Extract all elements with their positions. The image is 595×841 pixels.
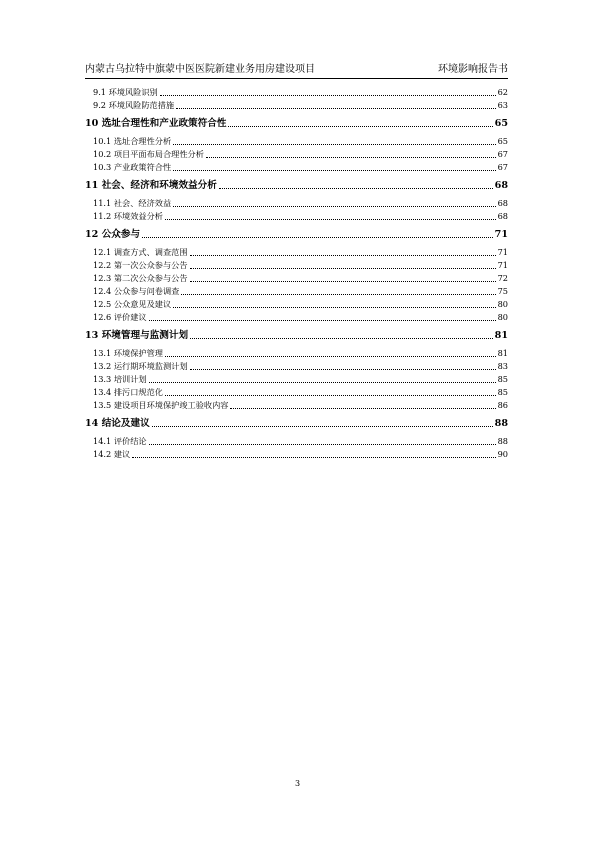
toc-entry-page-number: 90 xyxy=(497,449,508,459)
toc-entry-page-number: 85 xyxy=(497,387,508,397)
toc-entry-page-number: 88 xyxy=(497,436,508,446)
toc-entry-page-number: 68 xyxy=(494,180,508,191)
toc-entry-page-number: 71 xyxy=(497,247,508,257)
toc-dot-leader xyxy=(190,255,496,256)
toc-dot-leader xyxy=(165,356,496,357)
toc-dot-leader xyxy=(165,219,496,220)
toc-entry-page-number: 72 xyxy=(497,273,508,283)
toc-dot-leader xyxy=(176,108,495,109)
toc-dot-leader xyxy=(132,457,495,458)
toc-entry-page-number: 88 xyxy=(494,418,508,429)
toc-dot-leader xyxy=(152,426,493,427)
toc-dot-leader xyxy=(190,369,496,370)
header-project-title: 内蒙古乌拉特中旗蒙中医医院新建业务用房建设项目 xyxy=(85,64,315,75)
toc-section-entry[interactable] xyxy=(85,246,508,259)
toc-chapter-entry[interactable] xyxy=(85,329,508,342)
toc-dot-leader xyxy=(149,382,496,383)
toc-chapter-entry[interactable] xyxy=(85,179,508,192)
header-document-type: 环境影响报告书 xyxy=(438,64,508,75)
toc-dot-leader xyxy=(165,395,496,396)
toc-entry-page-number: 81 xyxy=(497,348,508,358)
toc-entry-label: 13.3 培训计划 xyxy=(93,374,147,384)
page-number: 3 xyxy=(294,779,301,788)
toc-section-entry[interactable] xyxy=(85,210,508,223)
toc-entry-label: 9.1 环境风险识别 xyxy=(93,87,158,97)
toc-dot-leader xyxy=(181,294,495,295)
page-header xyxy=(85,64,508,79)
toc-entry-label: 12.5 公众意见及建议 xyxy=(93,299,172,309)
toc-section-entry[interactable] xyxy=(85,373,508,386)
toc-entry-label: 13.4 排污口规范化 xyxy=(93,387,163,397)
toc-dot-leader xyxy=(149,320,496,321)
toc-dot-leader xyxy=(173,170,495,171)
toc-section-entry[interactable] xyxy=(85,298,508,311)
toc-dot-leader xyxy=(219,188,493,189)
toc-entry-page-number: 67 xyxy=(497,162,508,172)
toc-dot-leader xyxy=(228,126,492,127)
toc-section-entry[interactable] xyxy=(85,99,508,112)
toc-section-entry[interactable] xyxy=(85,86,508,99)
toc-dot-leader xyxy=(190,338,493,339)
toc-section-entry[interactable] xyxy=(85,285,508,298)
toc-entry-label: 10.1 选址合理性分析 xyxy=(93,136,172,146)
toc-dot-leader xyxy=(173,206,495,207)
toc-entry-page-number: 75 xyxy=(497,286,508,296)
toc-entry-page-number: 65 xyxy=(494,118,508,129)
toc-entry-page-number: 80 xyxy=(497,299,508,309)
toc-entry-label: 13 环境管理与监测计划 xyxy=(85,330,189,341)
toc-entry-page-number: 71 xyxy=(497,260,508,270)
toc-section-entry[interactable] xyxy=(85,360,508,373)
toc-entry-page-number: 80 xyxy=(497,312,508,322)
toc-entry-label: 12.6 评价建议 xyxy=(93,312,147,322)
toc-entry-label: 12.1 调查方式、调查范围 xyxy=(93,247,188,257)
toc-entry-page-number: 67 xyxy=(497,149,508,159)
toc-section-entry[interactable] xyxy=(85,399,508,412)
toc-entry-label: 13.5 建设项目环境保护竣工验收内容 xyxy=(93,400,229,410)
toc-section-entry[interactable] xyxy=(85,161,508,174)
toc-entry-page-number: 65 xyxy=(497,136,508,146)
toc-entry-label: 13.2 运行期环境监测计划 xyxy=(93,361,188,371)
toc-section-entry[interactable] xyxy=(85,311,508,324)
toc-dot-leader xyxy=(173,144,495,145)
toc-chapter-entry[interactable] xyxy=(85,228,508,241)
toc-dot-leader xyxy=(160,95,496,96)
toc-section-entry[interactable] xyxy=(85,197,508,210)
toc-entry-page-number: 68 xyxy=(497,198,508,208)
toc-section-entry[interactable] xyxy=(85,259,508,272)
toc-dot-leader xyxy=(173,307,495,308)
toc-chapter-entry[interactable] xyxy=(85,417,508,430)
toc-entry-label: 14 结论及建议 xyxy=(85,418,150,429)
toc-chapter-entry[interactable] xyxy=(85,117,508,130)
toc-entry-page-number: 83 xyxy=(497,361,508,371)
table-of-contents xyxy=(85,86,508,461)
toc-entry-label: 11.1 社会、经济效益 xyxy=(93,198,172,208)
toc-entry-page-number: 63 xyxy=(497,100,508,110)
toc-dot-leader xyxy=(206,157,496,158)
toc-entry-label: 11.2 环境效益分析 xyxy=(93,211,163,221)
toc-section-entry[interactable] xyxy=(85,435,508,448)
toc-entry-page-number: 71 xyxy=(494,229,508,240)
toc-entry-label: 10.2 项目平面布局合理性分析 xyxy=(93,149,204,159)
toc-section-entry[interactable] xyxy=(85,347,508,360)
toc-entry-label: 13.1 环境保护管理 xyxy=(93,348,163,358)
toc-section-entry[interactable] xyxy=(85,272,508,285)
toc-section-entry[interactable] xyxy=(85,386,508,399)
toc-entry-page-number: 62 xyxy=(497,87,508,97)
toc-dot-leader xyxy=(190,268,496,269)
toc-entry-label: 10 选址合理性和产业政策符合性 xyxy=(85,118,227,129)
toc-section-entry[interactable] xyxy=(85,148,508,161)
toc-entry-label: 12.3 第二次公众参与公告 xyxy=(93,273,188,283)
toc-entry-page-number: 85 xyxy=(497,374,508,384)
toc-entry-label: 14.2 建议 xyxy=(93,449,131,459)
toc-entry-page-number: 81 xyxy=(494,330,508,341)
toc-dot-leader xyxy=(149,444,496,445)
toc-section-entry[interactable] xyxy=(85,135,508,148)
toc-entry-page-number: 86 xyxy=(497,400,508,410)
toc-dot-leader xyxy=(142,237,493,238)
toc-section-entry[interactable] xyxy=(85,448,508,461)
toc-entry-page-number: 68 xyxy=(497,211,508,221)
toc-entry-label: 12 公众参与 xyxy=(85,229,141,240)
toc-entry-label: 14.1 评价结论 xyxy=(93,436,147,446)
toc-entry-label: 12.2 第一次公众参与公告 xyxy=(93,260,188,270)
toc-entry-label: 10.3 产业政策符合性 xyxy=(93,162,172,172)
toc-entry-label: 9.2 环境风险防范措施 xyxy=(93,100,175,110)
toc-dot-leader xyxy=(190,281,496,282)
toc-entry-label: 12.4 公众参与问卷调查 xyxy=(93,286,180,296)
toc-entry-label: 11 社会、经济和环境效益分析 xyxy=(85,180,217,191)
toc-dot-leader xyxy=(230,408,495,409)
